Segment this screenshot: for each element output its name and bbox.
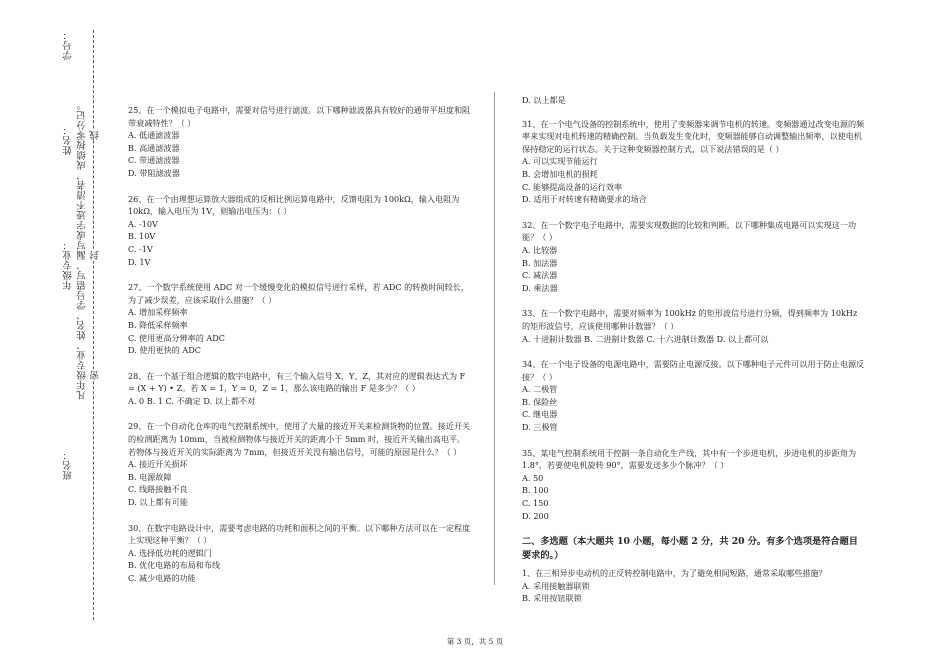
option: B. 会增加电机的损耗 [522, 168, 598, 179]
option: A. 增加采样频率 [128, 307, 188, 318]
question-stem: 26、在一个由理想运算放大器组成的反相比例运算电路中，反馈电阻为 100kΩ，输入电阻为 10kΩ，输入电压为 1V，则输出电压为：（ ） [128, 193, 460, 217]
option: C. 减法器 [522, 270, 558, 281]
grade-label: 年级专业： [63, 240, 74, 290]
option: C. 使用更高分辨率的 ADC [128, 332, 225, 343]
option: C. 带通滤波器 [128, 155, 180, 166]
question-stem: 31、在一个电气设备的控制系统中，使用了变频器来调节电机的转速。变频器通过改变电源的频率来实现对电机转速的精确控制。当负载发生变化时，变频器能够自动调整输出频率，以使电机保持稳定的运行状态。关于这种变频器控制方式，以下说法错误的是（ ） [522, 118, 865, 154]
cut-line [93, 30, 94, 620]
option: C. 减少电路的功能 [128, 573, 196, 583]
column-divider [494, 92, 495, 585]
question-stem: 33、在一个数字电路中，需要对频率为 100kHz 的矩形波信号进行分频，得到频率为 10kHz 的矩形波信号，应该使用哪种计数器？（ ） [522, 308, 858, 331]
question-29 [128, 420, 473, 508]
option: A. 可以实现节能运行 [522, 156, 598, 167]
question-stem: 30、在数字电路设计中，需要考虑电路的功耗和面积之间的平衡。以下哪种方法可以在一定程度上实现这种平衡？（ ） [128, 522, 471, 546]
question-stem: 1、在三相异步电动机的正反转控制电路中，为了避免相间短路，通常采取哪些措施？ [522, 568, 827, 579]
option: A. 比较器 [522, 244, 558, 255]
question-33 [522, 307, 867, 345]
seal-mark-secret: 密 [90, 370, 101, 380]
question-stem: 27、一个数字系统使用 ADC 对一个缓慢变化的模拟信号进行采样，若 ADC 的转换时间较长，为了减少误差，应该采取什么措施？（ ） [128, 282, 469, 305]
question-stem: 25、在一个模拟电子电路中，需要对信号进行滤波。以下哪种滤波器具有较好的通带平坦度和阻带衰减特性？（ ） [128, 105, 471, 128]
binding-margin [30, 30, 120, 620]
question-stem: 35、某电气控制系统用于控制一条自动化生产线，其中有一个步进电机，步进电机的步距角为 1.8°，若要使电机旋转 90°，需要发送多少个脉冲？（ ） [522, 447, 857, 471]
option: A. 接近开关损坏 [128, 459, 188, 470]
question-stem: 34、在一个电子设备的电源电路中，需要防止电源反接。以下哪种电子元件可以用于防止电源反接？（ ） [522, 359, 865, 382]
option: B. 降低采样频率 [128, 319, 188, 330]
question-stem: 28、在一个基于组合逻辑的数字电路中，有三个输入信号 X、Y、Z，其对应的逻辑表达式为 F = (X + Y) • Z。若 X = 1，Y = 0，Z = 1，那么该电路的输出 F 是多少？（ ） [128, 370, 466, 394]
option: A. 50 [522, 472, 544, 483]
option: B. 加法器 [522, 257, 558, 268]
option: A. 十进制计数器 B. 二进制计数器 C. 十六进制计数器 D. 以上都可以 [522, 333, 769, 344]
seal-mark-seal: 封 [90, 250, 101, 260]
school-label: 班名： [63, 450, 74, 480]
option: D. 使用更快的 ADC [128, 345, 201, 356]
question-26 [128, 193, 473, 269]
option: C. 线路接触不良 [128, 484, 188, 495]
option: C. -1V [128, 243, 153, 254]
question-34 [522, 358, 867, 434]
option: C. 继电器 [522, 409, 558, 420]
question-28 [128, 370, 473, 408]
option: D. 以上都是 [522, 95, 566, 105]
question-32 [522, 219, 867, 295]
option: D. 带阻滤波器 [128, 167, 180, 178]
name-label: 姓名： [63, 125, 74, 155]
page-footer: 第 3 页，共 5 页 [446, 637, 504, 646]
seal-mark-line: 线 [90, 130, 101, 140]
option: B. 保险丝 [522, 396, 558, 407]
option: B. 100 [522, 485, 549, 496]
option: B. 高通滤波器 [128, 142, 180, 153]
option: D. 200 [522, 510, 549, 521]
option: D. 1V [128, 256, 151, 267]
option: D. 乘法器 [522, 282, 558, 293]
question-stem: 29、在一个自动化仓库的电气控制系统中，使用了大量的接近开关来检测货物的位置。接近开关的检测距离为 10mm，当被检测物体与接近开关的距离小于 5mm 时，接近开关输出高电平。若物体与接近开关的实际距离为 7mm，但接近开关没有输出信号，可能的原因是什么？（ ） [128, 421, 471, 457]
notice-text: 凡年级专业、姓名、学号错写、漏写或字迹不清者，成绩按零分记。 [77, 100, 88, 400]
option: A. 二极管 [522, 384, 558, 395]
question-25 [128, 104, 473, 180]
option: C. 150 [522, 498, 549, 509]
option: A. 低通滤波器 [128, 130, 180, 141]
option: D. 以上都有可能 [128, 497, 188, 508]
question-30 [128, 522, 473, 585]
left-column [128, 104, 473, 598]
question-27 [128, 281, 473, 357]
option: B. 10V [128, 231, 156, 242]
option: A. 0 B. 1 C. 不确定 D. 以上都不对 [128, 395, 256, 406]
option: B. 优化电路的布局和布线 [128, 560, 221, 571]
right-column [522, 94, 867, 618]
student-id-label: 学号： [63, 30, 74, 60]
question-stem: 32、在一个数字电子电路中，需要实现数据的比较和判断。以下哪种集成电路可以实现这一功能？（ ） [522, 219, 857, 243]
option: B. 采用按钮联锁 [522, 593, 582, 604]
option: B. 电源故障 [128, 471, 172, 482]
question-35 [522, 447, 867, 523]
section-title: 二、多选题（本大题共 10 小题，每小题 2 分，共 20 分。有多个选项是符合题目要求的。） [522, 536, 858, 562]
option: A. 选择低功耗的逻辑门 [128, 547, 212, 558]
section-multiple-choice [522, 535, 867, 605]
option: D. 三极管 [522, 422, 558, 433]
option: D. 适用于对转速有精确要求的场合 [522, 194, 647, 205]
option: C. 能够提高设备的运行效率 [522, 181, 623, 192]
option: A. 采用接触器联锁 [522, 580, 590, 591]
question-31 [522, 118, 867, 206]
option: A. -10V [128, 218, 158, 229]
